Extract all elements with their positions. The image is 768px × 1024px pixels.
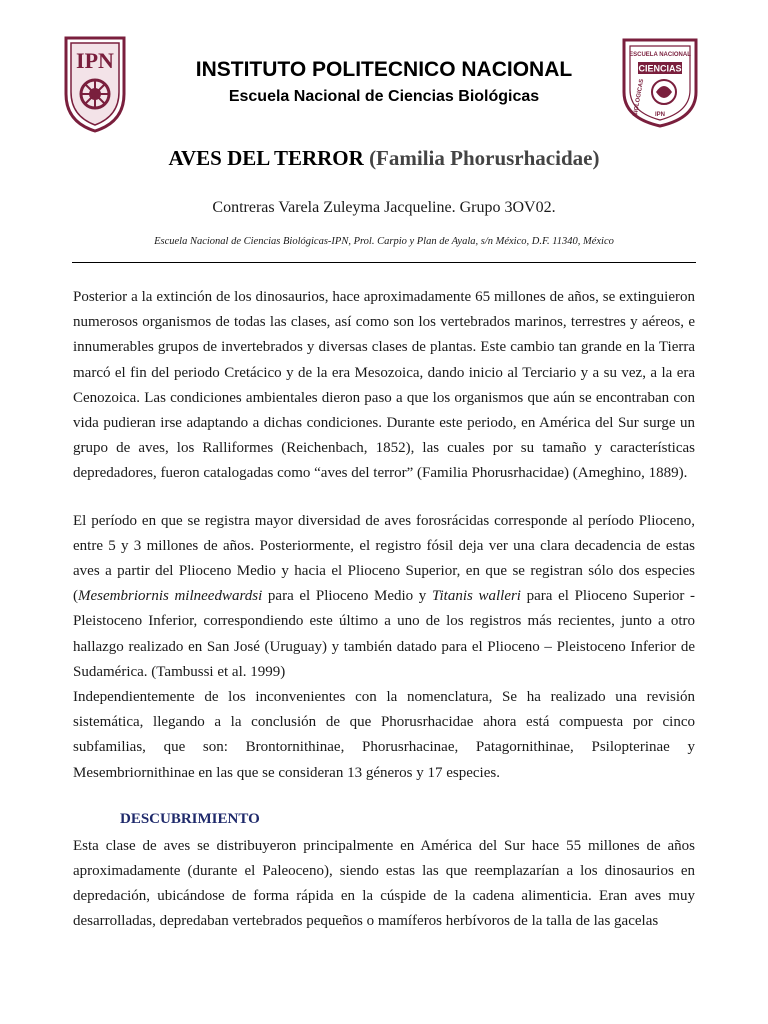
paragraph-subfamilies: Independientemente de los inconvenientes con la nomenclatura, Se ha realizado una revisión sistemática, llegando a la conclusión de que Phorusrhacidae ahora está compuesta por cinco subfamilias, que son: Brontornithinae, Phorusrhacinae, Patagornithinae, Psilopterinae y Mesembriornithinae en las que se consideran 13 géneros y 17 especies. xyxy=(73,689,695,781)
seal-side-text: BIOLOGICAS xyxy=(632,78,646,118)
header-divider xyxy=(72,262,696,263)
encb-seal-icon xyxy=(620,36,700,128)
ipn-logo-text: IPN xyxy=(76,48,114,73)
paper-title-main: AVES DEL TERROR xyxy=(168,146,364,170)
species-titanis: Titanis walleri xyxy=(431,588,521,605)
institution-name: INSTITUTO POLITECNICO NACIONAL xyxy=(195,58,573,81)
seal-top-text: ESCUELA NACIONAL xyxy=(629,52,691,58)
paragraph-pliocene-part-b: para el Plioceno Medio y xyxy=(262,588,432,605)
seal-bottom-text: IPN xyxy=(654,112,666,118)
paper-title xyxy=(0,146,768,171)
paragraph-pliocene-part-a: El período en que se registra mayor diversidad de aves forosrácidas corresponde al período Plioceno, entre 5 y 3 millones de años. Posteriormente, el registro fósil deja ver una clara decadencia de estas aves a partir del Plioceno Medio y hacia el Plioceno Superior, en que se registran sólo dos especies ( xyxy=(73,512,695,605)
affiliation: Escuela Nacional de Ciencias Biológicas-IPN, Prol. Carpio y Plan de Ayala, s/n México, D.F. 11340, México xyxy=(154,236,614,247)
seal-middle-text: CIENCIAS xyxy=(638,63,682,74)
ipn-logo-icon xyxy=(58,34,132,134)
paragraph-intro: Posterior a la extinción de los dinosaurios, hace aproximadamente 65 millones de años, se extinguieron numerosos organismos de todas las clases, así como son los vertebrados marinos, terrestres y aéreos, e innumerables grupos de invertebrados y diversas clases de plantas. Este cambio tan grande en la Tierra marcó el fin del periodo Cretácico y de la era Mesozoica, dando inicio al Terciario y a su vez, a la era Cenozoica. Las condiciones ambientales dieron paso a que los organismos que aún se encontraban con vida pudieran irse adaptando a dichas condiciones. Durante este periodo, en América del Sur surge un grupo de aves, los Ralliformes (Reichenbach, 1852), las cuales por su tamaño y características depredadores, fueron catalogadas como “aves del terror” (Familia Phorusrhacidae) (Ameghino, 1889). xyxy=(73,289,695,482)
author-line: Contreras Varela Zuleyma Jacqueline. Grupo 3OV02. xyxy=(212,199,556,216)
school-name: Escuela Nacional de Ciencias Biológicas xyxy=(228,88,540,105)
paragraph-pliocene-part-c: para el Plioceno Superior - Pleistoceno Inferior, correspondiendo este último a uno de los registros más recientes, junto a otro hallazgo realizado en San José (Uruguay) y también datado para el Plioceno – Pleistoceno Inferior de Sudamérica. (Tambussi et al. 1999) xyxy=(73,588,696,680)
paragraph-pliocene xyxy=(73,509,695,685)
section-heading-descubrimiento: DESCUBRIMIENTO xyxy=(120,810,260,827)
species-mesembriornis: Mesembriornis milneedwardsi xyxy=(78,588,263,605)
article-body xyxy=(73,285,695,935)
paragraph-discovery: Esta clase de aves se distribuyeron principalmente en América del Sur hace 55 millones de años aproximadamente (durante el Paleoceno), siendo estas las que reemplazarían a los dinosaurios en depredación, ubicándose de forma rápida en la cúspide de la cadena alimenticia. Eran aves muy desarrolladas, depredaban vertebrados pequeños o mamíferos herbívoros de la talla de las gacelas xyxy=(73,837,695,930)
paper-title-family: (Familia Phorusrhacidae) xyxy=(369,146,600,170)
